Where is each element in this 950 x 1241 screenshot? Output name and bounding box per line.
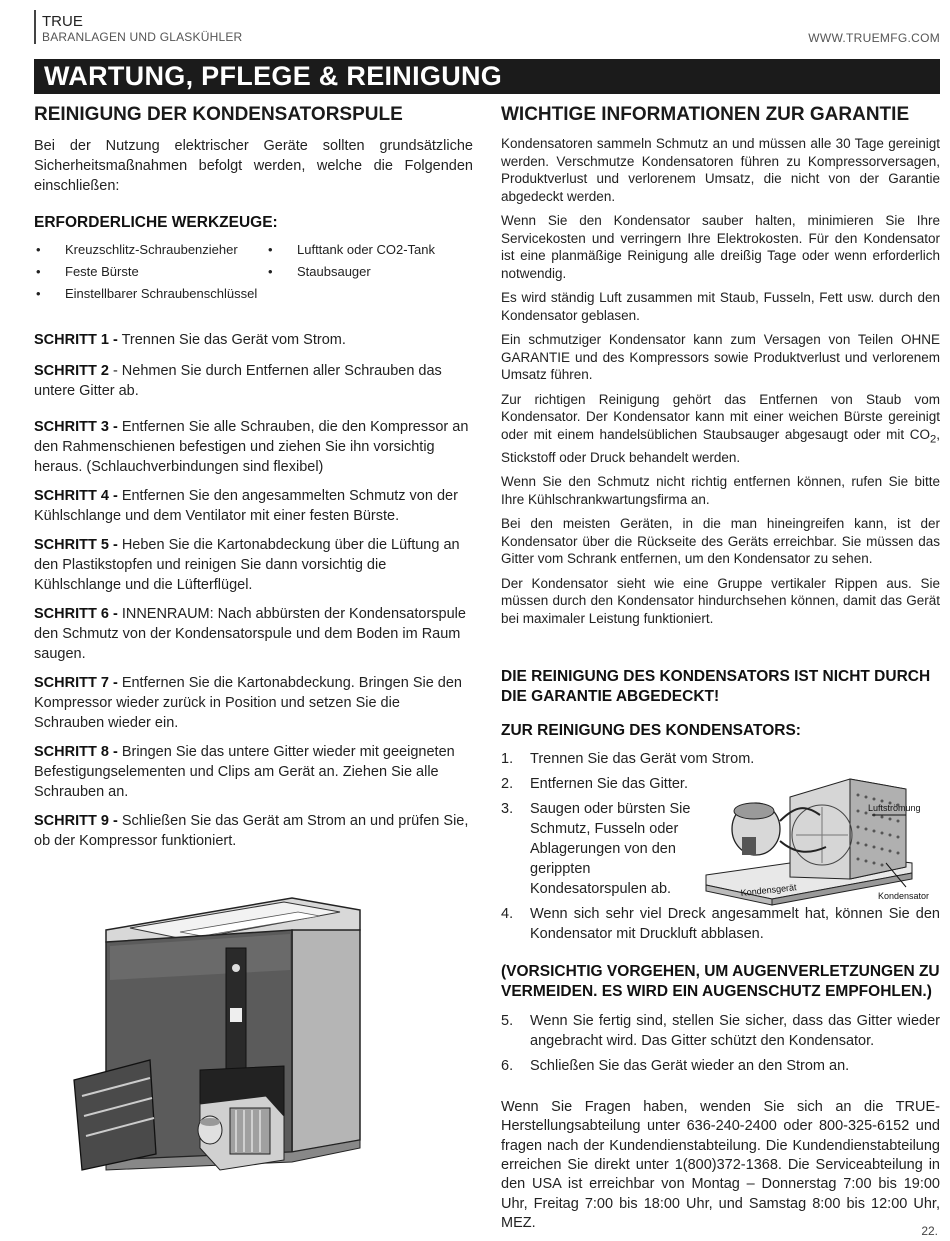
item-number: 2. bbox=[501, 776, 514, 793]
step-label: SCHRITT 1 - bbox=[34, 332, 118, 348]
website-url: WWW.TRUEMFG.COM bbox=[808, 31, 940, 45]
tools-column-1 bbox=[34, 241, 266, 307]
step-2 bbox=[34, 361, 473, 401]
coil-cleaning-heading: REINIGUNG DER KONDENSATORSPULE bbox=[34, 104, 403, 125]
right-column bbox=[501, 104, 940, 1233]
step-1 bbox=[34, 330, 473, 350]
tool-label: Staubsauger bbox=[297, 264, 371, 279]
bullet: • bbox=[268, 264, 273, 279]
step-text: Heben Sie die Kartonabdeckung über die Lüftung an den Plastikstopfen und reinigen Sie dann vorsichtig die Kühlschlange und die Lüfterflügel. bbox=[34, 537, 460, 593]
item-text: Entfernen Sie das Gitter. bbox=[530, 776, 688, 793]
brand-name: TRUE bbox=[42, 13, 83, 30]
tool-label: Einstellbarer Schraubenschlüssel bbox=[65, 286, 258, 301]
condensing-unit-diagram bbox=[696, 775, 940, 927]
header-rule bbox=[34, 10, 36, 44]
step-text: Bringen Sie das untere Gitter wieder mit geeigneten Befestigungselementen und Clips am Gerät an. Ziehen Sie alle Schrauben an. bbox=[34, 744, 455, 800]
tools-list bbox=[34, 241, 473, 307]
warranty-heading: WICHTIGE INFORMATIONEN ZUR GARANTIE bbox=[501, 104, 910, 125]
warranty-paragraph: Wenn Sie den Kondensator sauber halten, minimieren Sie Ihre Servicekosten und verringern Ihre Elektrokosten. Für den Kondensator ist eine planmäßige Reinigung alle dreißig Tage oder wenn erforderlich notwendig. bbox=[501, 213, 940, 281]
item-number: 5. bbox=[501, 1013, 514, 1030]
step-label: SCHRITT 3 - bbox=[34, 419, 118, 435]
list-item bbox=[266, 263, 466, 281]
item-text: Wenn Sie fertig sind, stellen Sie sicher, dass das Gitter wieder angebracht wird. Das Gitter schützt den Kondensator. bbox=[530, 1013, 940, 1050]
warranty-paragraph: Bei den meisten Geräten, in die man hineingreifen kann, ist der Kondensator über die Rückseite des Geräts erreichbar. Sie müssen das Gitter vom Schrank entfernen, um den Kondensator zu sehen. bbox=[501, 516, 940, 567]
bullet: • bbox=[268, 242, 273, 257]
warranty-warning: DIE REINIGUNG DES KONDENSATORS IST NICHT DURCH DIE GARANTIE ABGEDECKT! bbox=[501, 668, 931, 706]
list-item bbox=[501, 749, 940, 769]
section-banner bbox=[34, 59, 940, 94]
bullet: • bbox=[36, 286, 41, 301]
step-9 bbox=[34, 811, 473, 851]
eye-protection-caution: (VORSICHTIG VORGEHEN, UM AUGENVERLETZUNGEN ZU VERMEIDEN. ES WIRD EIN AUGENSCHUTZ EMPFOHLEN.) bbox=[501, 963, 940, 1001]
step-text: - Nehmen Sie durch Entfernen aller Schrauben das untere Gitter ab. bbox=[34, 363, 442, 399]
step-text: Schließen Sie das Gerät am Strom an und prüfen Sie, ob der Kompressor funktioniert. bbox=[34, 813, 469, 849]
warranty-paragraph: Der Kondensator sieht wie eine Gruppe vertikaler Rippen aus. Sie müssen durch den Kondensator hindurchsehen können, damit das Gerät bei maximaler Leistung funktioniert. bbox=[501, 575, 940, 626]
condenser-label: Kondensator bbox=[878, 891, 930, 902]
step-label: SCHRITT 5 - bbox=[34, 537, 118, 553]
step-label: SCHRITT 7 - bbox=[34, 675, 118, 691]
page-number: 22. bbox=[921, 1224, 938, 1238]
product-line: BARANLAGEN UND GLASKÜHLER bbox=[42, 30, 243, 44]
step-6 bbox=[34, 604, 473, 664]
step-text: INNENRAUM: Nach abbürsten der Kondensatorspule den Schmutz von der Kondensatorspule und dem Boden im Raum saugen. bbox=[34, 606, 466, 662]
co2-text: Zur richtigen Reinigung gehört das Entfernen von Staub vom Kondensator. Der Kondensator kann mit einer weichen Bürste gereinigt oder mit einem handelsüblichen Staubsauger abgesaugt oder mit CO bbox=[501, 391, 940, 442]
step-text: Entfernen Sie die Kartonabdeckung. Bringen Sie den Kompressor wieder zurück in Position und setzen Sie die Schrauben wieder ein. bbox=[34, 675, 462, 731]
bullet: • bbox=[36, 264, 41, 279]
cleaning-steps-continued bbox=[501, 1011, 940, 1076]
airflow-label: Luftströmung bbox=[868, 803, 921, 814]
step-5 bbox=[34, 535, 473, 595]
list-item bbox=[34, 241, 266, 259]
warranty-paragraph: Kondensatoren sammeln Schmutz an und müssen alle 30 Tage gereinigt werden. Verschmutze Kondensatoren führen zu Kompressorversagen, Produktverlust und verlorenem Umsatz, die nicht von der Garantie abgedeckt werden. bbox=[501, 136, 940, 204]
co2-text-after: , Stickstoff oder Druck behandelt werden. bbox=[501, 426, 940, 465]
list-item bbox=[501, 799, 701, 899]
contact-paragraph: Wenn Sie Fragen haben, wenden Sie sich an die TRUE-Herstellungsabteilung unter 636-240-2400 oder 800-325-6152 und fragen nach der Kundendienstabteilung. Die Kundendienstabteilung erreichen Sie direkt unter 1(800)372-1368. Die Serviceabteilung in den USA ist erreichbar von Montag – Donnerstag 7:00 bis 19:00 Uhr, Freitag 7:00 bis 18:00 Uhr, und Samstag 8:00 bis 12:00 Uhr, MEZ. bbox=[501, 1099, 940, 1231]
list-item bbox=[501, 1011, 940, 1051]
tool-label: Kreuzschlitz-Schraubenzieher bbox=[65, 242, 238, 257]
item-text: Schließen Sie das Gerät wieder an den Strom an. bbox=[530, 1058, 850, 1075]
cleaning-heading: ZUR REINIGUNG DES KONDENSATORS: bbox=[501, 722, 801, 740]
step-label: SCHRITT 4 - bbox=[34, 488, 118, 504]
step-8 bbox=[34, 742, 473, 802]
list-item bbox=[266, 241, 466, 259]
tool-label: Lufttank oder CO2-Tank bbox=[297, 242, 436, 257]
item-number: 4. bbox=[501, 906, 514, 923]
tools-column-2 bbox=[266, 241, 466, 307]
list-item bbox=[501, 1056, 940, 1076]
warranty-paragraph bbox=[501, 391, 940, 467]
step-text: Trennen Sie das Gerät vom Strom. bbox=[121, 332, 346, 348]
warranty-paragraph: Es wird ständig Luft zusammen mit Staub, Fusseln, Fett usw. durch den Kondensator geblasen. bbox=[501, 290, 940, 323]
tools-heading: ERFORDERLICHE WERKZEUGE: bbox=[34, 214, 278, 231]
list-item bbox=[34, 263, 266, 281]
step-text: Entfernen Sie den angesammelten Schmutz von der Kühlschlange und dem Ventilator mit einer festen Bürste. bbox=[34, 488, 458, 524]
item-text: Saugen oder bürsten Sie Schmutz, Fusseln oder Ablagerungen von den gerippten Kondesatorspulen ab. bbox=[530, 801, 691, 898]
page-header bbox=[34, 10, 940, 44]
step-4 bbox=[34, 486, 473, 526]
step-label: SCHRITT 2 bbox=[34, 363, 109, 379]
item-number: 6. bbox=[501, 1058, 514, 1075]
step-label: SCHRITT 6 - bbox=[34, 606, 118, 622]
unit-label: Kondensgerät bbox=[740, 882, 797, 899]
item-text: Trennen Sie das Gerät vom Strom. bbox=[530, 751, 755, 768]
step-text: Entfernen Sie alle Schrauben, die den Kompressor an den Rahmenschienen befestigen und ziehen Sie ihn vorsichtig heraus. (Schlauchverbindungen sind flexibel) bbox=[34, 419, 469, 475]
cleaning-steps bbox=[501, 749, 940, 944]
item-number: 3. bbox=[501, 801, 514, 818]
co2-subscript: 2 bbox=[929, 433, 937, 446]
bullet: • bbox=[36, 242, 41, 257]
section-title: WARTUNG, PFLEGE & REINIGUNG bbox=[44, 61, 503, 91]
step-label: SCHRITT 8 - bbox=[34, 744, 118, 760]
warranty-paragraph: Wenn Sie den Schmutz nicht richtig entfernen können, rufen Sie bitte Ihre Kühlschrankwartungsfirma an. bbox=[501, 474, 940, 507]
step-3 bbox=[34, 417, 473, 477]
list-item bbox=[34, 285, 266, 303]
tool-label: Feste Bürste bbox=[65, 264, 139, 279]
item-text: Wenn sich sehr viel Dreck angesammelt hat, können Sie den Kondensator mit Druckluft abblasen. bbox=[530, 906, 940, 943]
steps-list bbox=[34, 330, 473, 851]
safety-intro: Bei der Nutzung elektrischer Geräte sollten grundsätzliche Sicherheitsmaßnahmen befolgt werden, welche die Folgenden einschließen: bbox=[34, 138, 473, 194]
warranty-paragraph: Ein schmutziger Kondensator kann zum Versagen von Teilen OHNE GARANTIE und des Kompressors sowie Produktverlust und verlorenem Umsatz führen. bbox=[501, 332, 940, 382]
bottle-cooler-illustration bbox=[70, 890, 450, 1180]
step-7 bbox=[34, 673, 473, 733]
step-label: SCHRITT 9 - bbox=[34, 813, 118, 829]
item-number: 1. bbox=[501, 751, 514, 768]
left-column bbox=[34, 104, 473, 851]
